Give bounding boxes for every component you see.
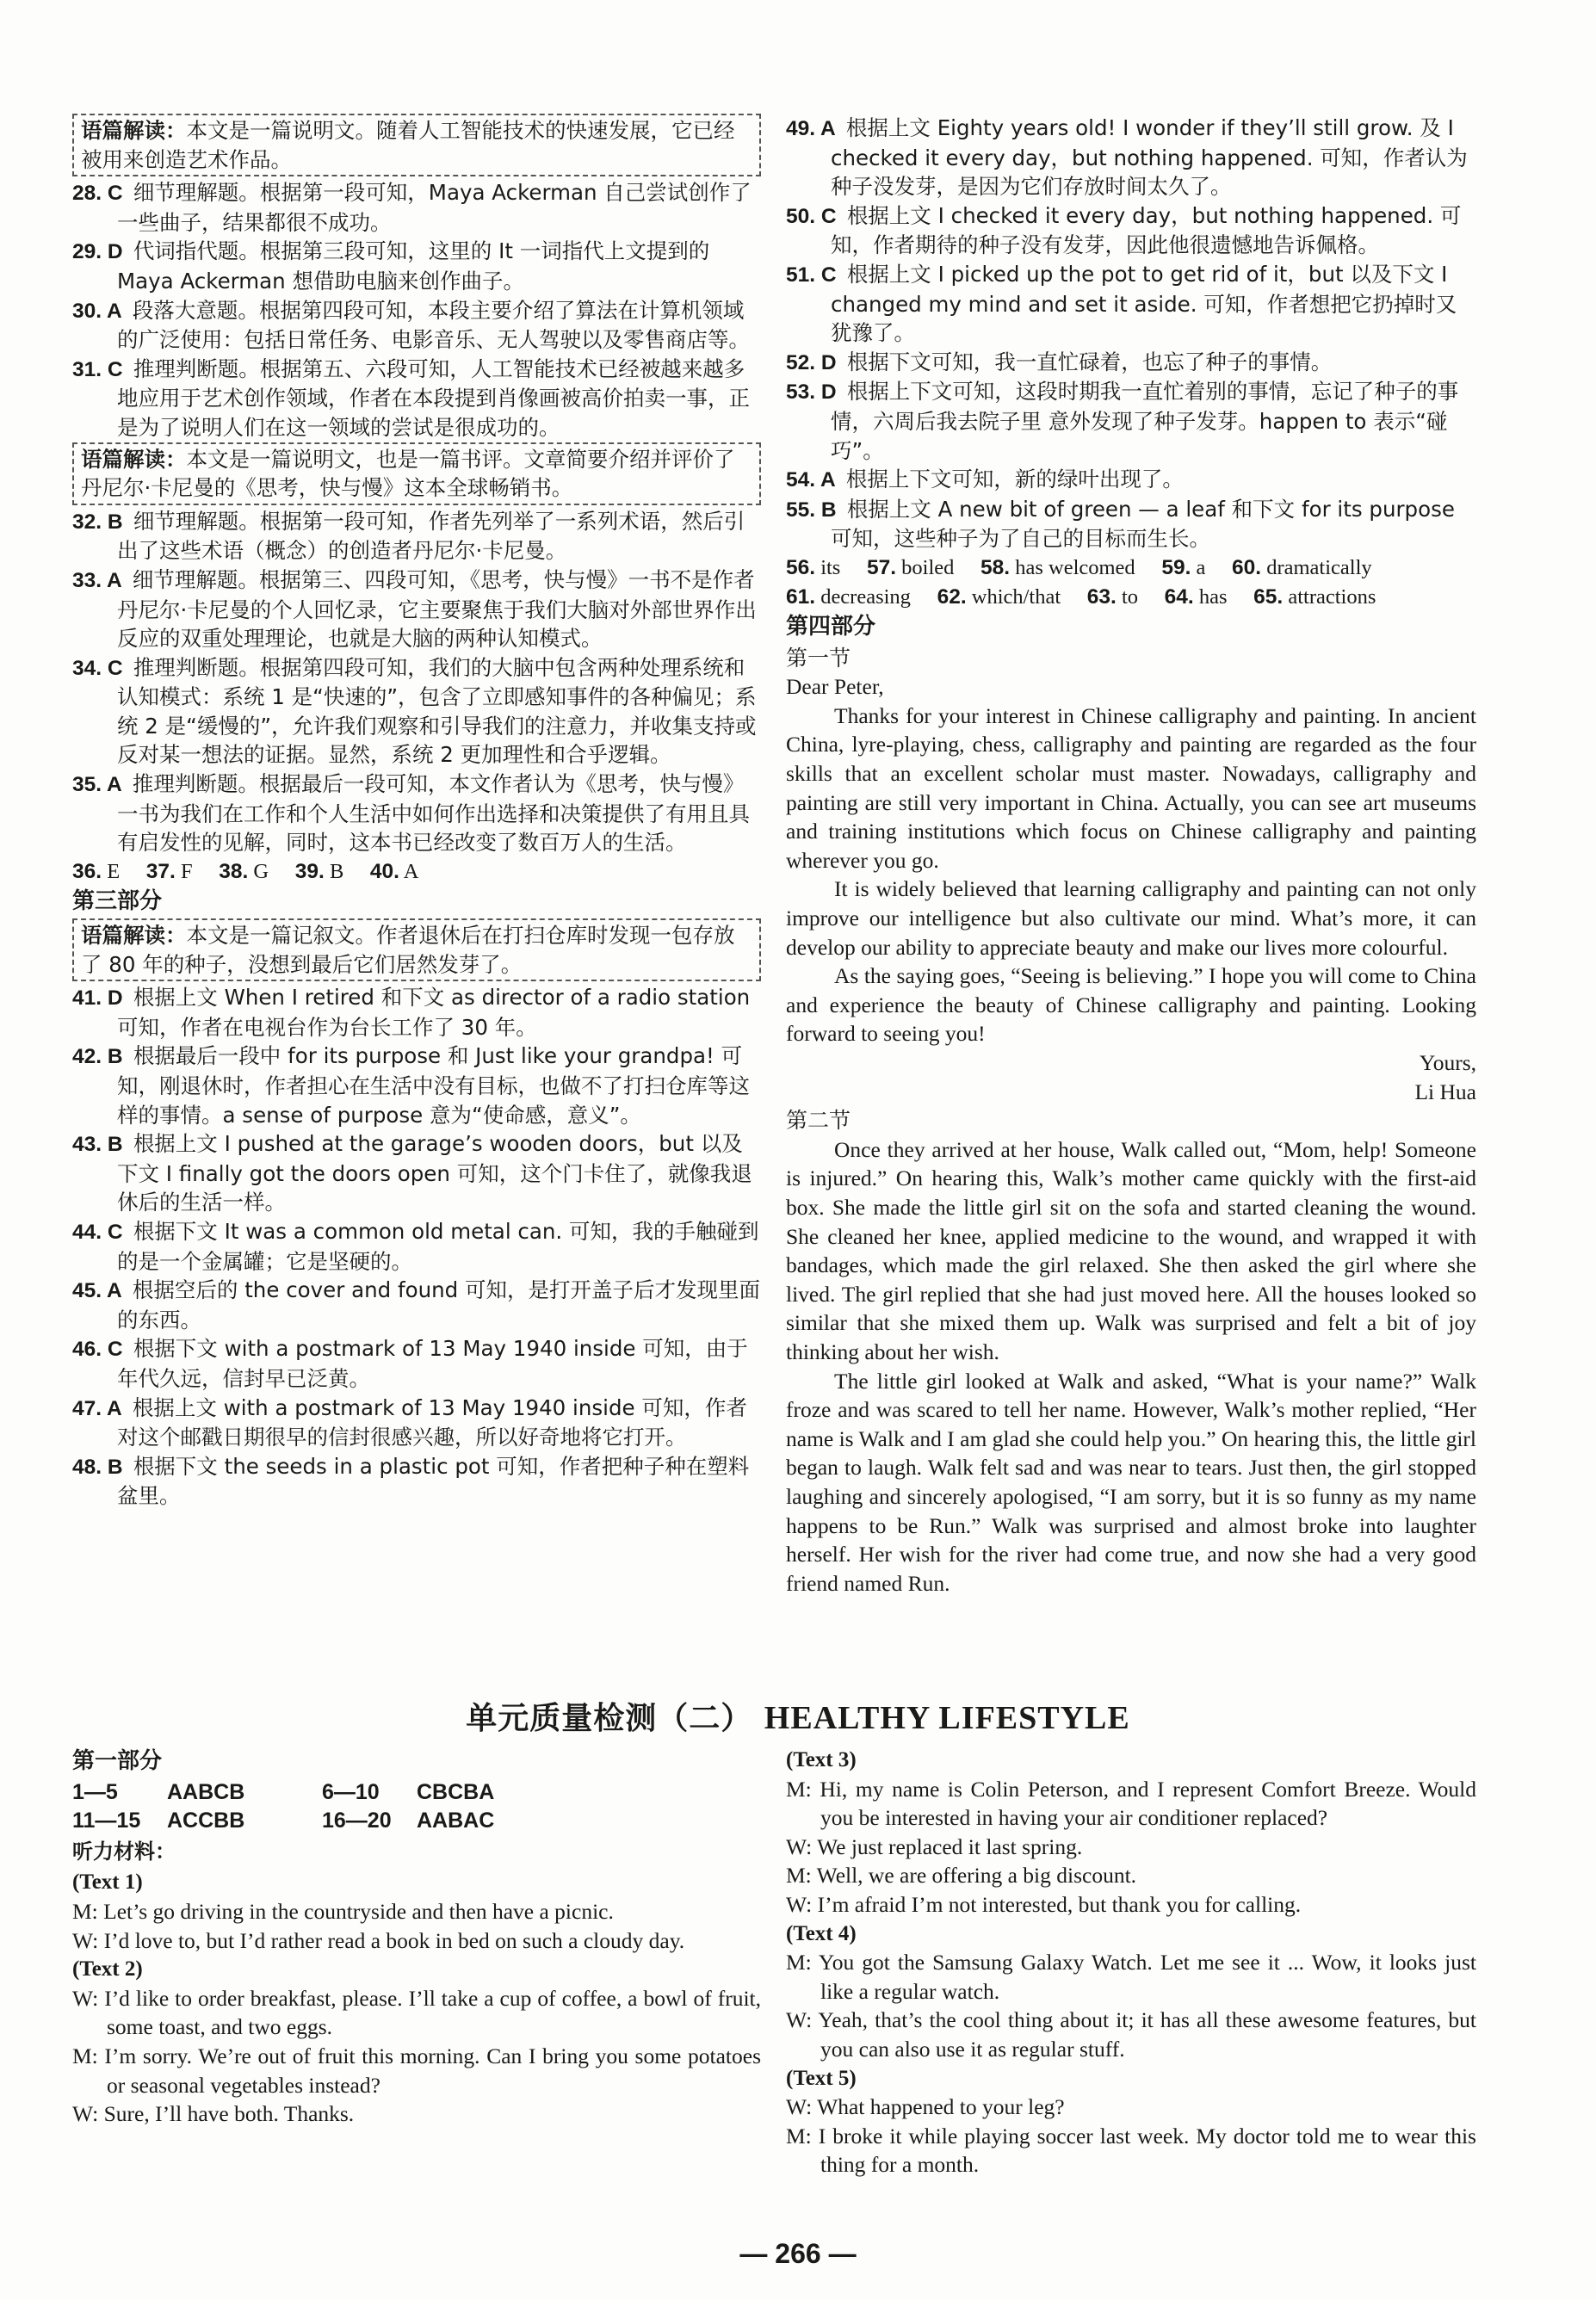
note-text: 本文是一篇记叙文。作者退休后在打扫仓库时发现一包存放了 80 年的种子，没想到最后它们居然发芽了。 bbox=[81, 923, 735, 977]
answer-number: 40. bbox=[369, 859, 399, 883]
answer-item bbox=[72, 566, 761, 653]
answer-value: its bbox=[820, 555, 841, 579]
answer-number: 46. C bbox=[72, 1338, 123, 1362]
note-tag: 语篇解读： bbox=[81, 446, 187, 472]
unit-title bbox=[0, 1694, 1596, 1738]
answer-item bbox=[72, 1334, 761, 1393]
answer-list bbox=[786, 114, 1476, 553]
answer-explanation: 段落大意题。根据第四段可知，本段主要介绍了算法在计算机领域的广泛使用：包括日常任务、电影音乐、无人驾驶以及零售商店等。 bbox=[117, 297, 750, 353]
answer-number: 53. D bbox=[786, 380, 837, 405]
answer-number: 58. bbox=[980, 555, 1011, 579]
passage-note-box bbox=[72, 918, 761, 981]
dialogue-line: W: I’d like to order breakfast, please. I’ll take a cup of coffee, a bowl of fruit, some toast, and two eggs. bbox=[72, 1985, 761, 2040]
answer-explanation: 根据上下文可知，新的绿叶出现了。 bbox=[845, 467, 1184, 492]
answer-explanation: 细节理解题。根据第一段可知，Maya Ackerman 自己尝试创作了一些曲子，结果都很不成功。 bbox=[117, 180, 752, 235]
answer-item bbox=[72, 770, 761, 857]
answer-row bbox=[786, 553, 1476, 583]
story-paragraph: Once they arrived at her house, Walk called out, “Mom, help! Someone is injured.” On hearing this, Walk’s mother came quickly with the first-aid box. She made the little girl sit on the sofa and started cleaning the wound. She cleaned her knee, applied medicine to the wound, and wrapped it with bandages, which made the girl relaxed. She then asked the girl where she lived. The girl replied that she had just moved here. All the houses looked so similar that she mixed them up. Walk was surprised and felt a bit of joy thinking about her wish. bbox=[786, 1136, 1476, 1364]
note-text: 本文是一篇说明文。随着人工智能技术的快速发展，它已经被用来创造艺术作品。 bbox=[81, 118, 735, 172]
answer-number: 28. C bbox=[72, 182, 123, 206]
story-paragraph: The little girl looked at Walk and asked, “What is your name?” Walk froze and was scared to tell her name. However, Walk’s mother replied, “Her name is Walk and I am glad she could help you.” On hearing this, the little girl began to laugh. Walk felt sad and was near to tears. Just then, the girl stopped laughing and sincerely apologised, “I am sorry, but it is so funny as my name happens to be Run.” Walk was surprised and almost broke into laughter herself. Her wish for the river had come true, and now she had a very good friend named Run. bbox=[786, 1368, 1476, 1596]
answer-number: 31. C bbox=[72, 357, 123, 381]
answer-number: 55. B bbox=[786, 498, 837, 522]
dialogue-line: M: I’m sorry. We’re out of fruit this morning. Can I bring you some potatoes or seasonal vegetables instead? bbox=[72, 2043, 761, 2098]
letter-greeting: Dear Peter, bbox=[786, 674, 884, 700]
answer-number: 36. bbox=[72, 859, 102, 883]
answer-item bbox=[786, 348, 1476, 378]
answer-item bbox=[72, 653, 761, 770]
text-label: (Text 3) bbox=[786, 1748, 857, 1771]
answer-number: 42. B bbox=[72, 1045, 123, 1069]
answer-number: 52. D bbox=[786, 350, 837, 374]
dialogue-line: W: I’m afraid I’m not interested, but thank you for calling. bbox=[786, 1891, 1302, 1917]
letter-signature: Li Hua bbox=[1414, 1079, 1476, 1104]
key-range: 1—5 bbox=[72, 1779, 118, 1804]
answer-number: 29. D bbox=[72, 240, 123, 264]
answer-explanation: 根据最后一段中 for its purpose 和 Just like your grandpa! 可知，刚退休时，作者担心在生活中没有目标，也做不了打扫仓库等这样的事情。a sense of purpose 意为“使命感，意义”。 bbox=[117, 1043, 750, 1128]
answer-list bbox=[72, 178, 761, 442]
answer-item bbox=[72, 355, 761, 442]
answer-key-row bbox=[72, 1778, 761, 1808]
answer-number: 44. C bbox=[72, 1220, 123, 1244]
answer-number: 43. B bbox=[72, 1133, 123, 1157]
passage-note-box bbox=[72, 114, 761, 176]
answer-number: 34. C bbox=[72, 656, 123, 680]
answer-value: has welcomed bbox=[1015, 555, 1135, 579]
text-label: (Text 2) bbox=[72, 1957, 143, 1982]
left-column bbox=[72, 114, 761, 1511]
answer-value: boiled bbox=[901, 555, 955, 579]
dialogue-line: M: Well, we are offering a big discount. bbox=[786, 1863, 1137, 1889]
subsection-heading: 第二节 bbox=[786, 1108, 851, 1134]
answer-value: to bbox=[1121, 584, 1139, 609]
answer-explanation: 根据上文 I picked up the pot to get rid of it，but 以及下文 I changed my mind and set it aside. 可知，作者想把它扔掉时又犹豫了。 bbox=[831, 261, 1457, 346]
answer-explanation: 细节理解题。根据第三、四段可知，《思考，快与慢》一书不是作者丹尼尔·卡尼曼的个人回忆录，它主要聚焦于我们大脑对外部世界作出反应的双重处理理论，也就是大脑的两种认知模式。 bbox=[117, 566, 757, 652]
answer-item bbox=[72, 1276, 761, 1334]
dialogue-line: W: I’d love to, but I’d rather read a book in bed on such a cloudy day. bbox=[72, 1927, 685, 1953]
answer-explanation: 根据上文 with a postmark of 13 May 1940 inside 可知，作者对这个邮戳日期很早的信封很感兴趣，所以好奇地将它打开。 bbox=[117, 1394, 747, 1450]
dialogue bbox=[786, 2093, 1476, 2179]
section-heading: 第三部分 bbox=[72, 888, 163, 915]
passage-note-box bbox=[72, 442, 761, 505]
key-range: 11—15 bbox=[72, 1808, 141, 1833]
answer-number: 38. bbox=[219, 859, 249, 883]
dialogue bbox=[786, 1948, 1476, 2063]
page-number: — 266 — bbox=[739, 2238, 857, 2269]
answer-number: 48. B bbox=[72, 1455, 123, 1479]
dialogue bbox=[786, 1775, 1476, 1920]
answer-number: 35. A bbox=[72, 773, 122, 797]
bottom-right-column bbox=[786, 1746, 1476, 2179]
text-label: (Text 4) bbox=[786, 1921, 857, 1945]
answer-value: a bbox=[1196, 555, 1206, 579]
answer-item bbox=[786, 114, 1476, 201]
dialogue-line: M: Hi, my name is Colin Peterson, and I represent Comfort Breeze. Would you be interested in having your air conditioner replaced? bbox=[786, 1776, 1476, 1831]
dialogue bbox=[72, 1897, 761, 1955]
answer-item bbox=[786, 201, 1476, 260]
text-label: (Text 5) bbox=[786, 2066, 857, 2090]
text-label: (Text 1) bbox=[72, 1870, 143, 1895]
answer-explanation: 根据上文 A new bit of green — a leaf 和下文 for its purpose 可知，这些种子为了自己的目标而生长。 bbox=[831, 496, 1455, 552]
answer-number: 56. bbox=[786, 555, 816, 579]
answer-explanation: 推理判断题。根据第五、六段可知，人工智能技术已经被越来越多地应用于艺术创作领域，作者在本段提到肖像画被高价拍卖一事，正是为了说明人们在这一领域的尝试是很成功的。 bbox=[117, 356, 750, 440]
answer-explanation: 细节理解题。根据第一段可知，作者先列举了一系列术语，然后引出了这些术语（概念）的创造者丹尼尔·卡尼曼。 bbox=[117, 508, 745, 564]
answer-value: which/that bbox=[971, 584, 1061, 609]
answer-item bbox=[72, 1217, 761, 1276]
answer-number: 50. C bbox=[786, 204, 837, 228]
answer-value: dramatically bbox=[1266, 555, 1372, 579]
answer-number: 54. A bbox=[786, 468, 836, 492]
note-text: 本文是一篇说明文，也是一篇书评。文章简要介绍并评价了丹尼尔·卡尼曼的《思考，快与慢》这本全球畅销书。 bbox=[81, 446, 735, 501]
answer-explanation: 代词指代题。根据第三段可知，这里的 It 一词指代上文提到的 Maya Ackerman 想借助电脑来创作曲子。 bbox=[117, 238, 710, 294]
answer-explanation: 根据上文 When I retired 和下文 as director of a radio station 可知，作者在电视台作为台长工作了 30 年。 bbox=[117, 985, 751, 1040]
answer-value: has bbox=[1198, 584, 1228, 609]
section-heading: 第一部分 bbox=[72, 1748, 163, 1774]
answer-number: 60. bbox=[1232, 555, 1262, 579]
key-range: 16—20 bbox=[322, 1808, 392, 1833]
key-answers: ACCBB bbox=[167, 1808, 245, 1833]
dialogue-line: M: Let’s go driving in the countryside and then have a picnic. bbox=[72, 1898, 614, 1924]
answer-number: 57. bbox=[866, 555, 897, 579]
answer-item bbox=[72, 1394, 761, 1452]
answer-number: 33. A bbox=[72, 568, 122, 592]
answer-number: 65. bbox=[1253, 584, 1284, 609]
answer-number: 59. bbox=[1161, 555, 1191, 579]
subsection-heading: 第一节 bbox=[786, 645, 851, 671]
answer-number: 37. bbox=[145, 859, 176, 883]
dialogue bbox=[72, 1984, 761, 2129]
section-heading: 第四部分 bbox=[786, 614, 876, 640]
dialogue-line: M: I broke it while playing soccer last week. My doctor told me to wear this thing for a month. bbox=[786, 2123, 1476, 2178]
answer-number: 63. bbox=[1086, 584, 1117, 609]
dialogue-line: M: You got the Samsung Galaxy Watch. Let me see it ... Wow, it looks just like a regular watch. bbox=[786, 1950, 1476, 2004]
answer-explanation: 根据下文 the seeds in a plastic pot 可知，作者把种子种在塑料盆里。 bbox=[117, 1453, 750, 1509]
answer-number: 39. bbox=[294, 859, 325, 883]
key-answers: AABCB bbox=[167, 1779, 245, 1804]
answer-value: G bbox=[253, 859, 269, 883]
answer-item bbox=[786, 465, 1476, 495]
answer-number: 30. A bbox=[72, 299, 122, 323]
letter-paragraph: It is widely believed that learning calligraphy and painting can not only improve our intelligence but also cultivate our mind. What’s more, it can develop our ability to appreciate beauty and make our lives more colourful. bbox=[786, 876, 1476, 960]
key-answers: CBCBA bbox=[417, 1779, 495, 1804]
answer-number: 51. C bbox=[786, 263, 837, 287]
letter-paragraph: As the saying goes, “Seeing is believing.” I hope you will come to China and experience the beauty of Chinese calligraphy and painting. Looking forward to seeing you! bbox=[786, 963, 1476, 1047]
answer-number: 45. A bbox=[72, 1279, 122, 1303]
right-column bbox=[786, 114, 1476, 1598]
answer-item bbox=[72, 507, 761, 566]
answer-number: 61. bbox=[786, 584, 816, 609]
answer-value: E bbox=[107, 859, 121, 883]
answer-item bbox=[786, 377, 1476, 465]
answer-item bbox=[72, 1452, 761, 1511]
note-tag: 语篇解读： bbox=[81, 923, 187, 949]
dialogue-line: W: What happened to your leg? bbox=[786, 2094, 1065, 2120]
listening-heading: 听力材料： bbox=[72, 1839, 176, 1864]
answer-number: 49. A bbox=[786, 117, 836, 140]
answer-value: F bbox=[180, 859, 193, 883]
unit-title-en: HEALTHY LIFESTYLE bbox=[764, 1700, 1130, 1736]
answer-explanation: 推理判断题。根据最后一段可知，本文作者认为《思考，快与慢》一书为我们在工作和个人生活中如何作出选择和决策提供了有用且具有启发性的见解，同时，这本书已经改变了数百万人的生活。 bbox=[117, 771, 750, 856]
model-story bbox=[786, 1135, 1476, 1598]
answer-item bbox=[72, 237, 761, 295]
answer-explanation: 根据下文 It was a common old metal can. 可知，我的手触碰到的是一个金属罐；它是坚硬的。 bbox=[117, 1218, 759, 1274]
answer-item bbox=[786, 495, 1476, 553]
answer-value: decreasing bbox=[820, 584, 911, 609]
answer-item bbox=[72, 178, 761, 237]
letter-paragraph: Thanks for your interest in Chinese calligraphy and painting. In ancient China, lyre-playing, chess, calligraphy and painting are regarded as the four skills that an excellent scholar must master. Nowadays, calligraphy and painting are still very important in China. Actually, you can see art museums and training institutions which focus on Chinese calligraphy and painting wherever you go. bbox=[786, 702, 1476, 873]
answer-number: 47. A bbox=[72, 1396, 122, 1420]
answer-number: 41. D bbox=[72, 986, 123, 1011]
answer-explanation: 根据上文 Eighty years old! I wonder if they’ll still grow. 及 I checked it every day，but nothing happened. 可知，作者认为种子没发芽，是因为它们存放时间太久了。 bbox=[831, 115, 1468, 200]
model-letter bbox=[786, 672, 1476, 1106]
answer-row bbox=[72, 857, 761, 887]
answer-value: A bbox=[403, 859, 419, 883]
answer-explanation: 根据上文 I pushed at the garage’s wooden doors，but 以及下文 I finally got the doors open 可知，这个门卡住了，就像我退休后的生活一样。 bbox=[117, 1131, 752, 1215]
answer-explanation: 根据上下文可知，这段时期我一直忙着别的事情，忘记了种子的事情，六周后我去院子里 意外发现了种子发芽。happen to 表示“碰巧”。 bbox=[831, 379, 1459, 463]
key-range: 6—10 bbox=[322, 1779, 380, 1804]
note-tag: 语篇解读： bbox=[81, 118, 187, 143]
answer-explanation: 根据空后的 the cover and found 可知，是打开盖子后才发现里面的东西。 bbox=[117, 1277, 760, 1332]
answer-item bbox=[72, 983, 761, 1042]
answer-list bbox=[72, 507, 761, 857]
answer-key-row bbox=[72, 1807, 761, 1836]
dialogue-line: W: We just replaced it last spring. bbox=[786, 1833, 1083, 1859]
answer-explanation: 根据下文 with a postmark of 13 May 1940 inside 可知，由于年代久远，信封早已泛黄。 bbox=[117, 1336, 748, 1391]
answer-explanation: 推理判断题。根据第四段可知，我们的大脑中包含两种处理系统和认知模式：系统 1 是“快速的”，包含了立即感知事件的各种偏见；系统 2 是“缓慢的”，允许我们观察和引导我们的注意力，并收集支持或反对某一想法的证据。显然，系统 2 更加理性和合乎逻辑。 bbox=[117, 654, 757, 768]
unit-title-zh: 单元质量检测（二） bbox=[466, 1701, 753, 1736]
answer-item bbox=[72, 1042, 761, 1129]
answer-number: 64. bbox=[1164, 584, 1194, 609]
answer-row bbox=[786, 583, 1476, 612]
answer-item bbox=[72, 296, 761, 355]
answer-item bbox=[786, 260, 1476, 348]
bottom-left-column bbox=[72, 1746, 761, 2129]
answer-item bbox=[72, 1129, 761, 1217]
dialogue-line: W: Sure, I’ll have both. Thanks. bbox=[72, 2101, 355, 2127]
answer-explanation: 根据上文 I checked it every day，but nothing happened. 可知，作者期待的种子没有发芽，因此他很遗憾地告诉佩格。 bbox=[831, 202, 1462, 258]
letter-closing: Yours, bbox=[1419, 1050, 1476, 1075]
answer-value: attractions bbox=[1288, 584, 1376, 609]
answer-explanation: 根据下文可知，我一直忙碌着，也忘了种子的事情。 bbox=[846, 349, 1333, 374]
dialogue-line: W: Yeah, that’s the cool thing about it; it has all these awesome features, but you can also use it as regular stuff. bbox=[786, 2007, 1476, 2062]
answer-number: 62. bbox=[937, 584, 967, 609]
answer-number: 32. B bbox=[72, 510, 123, 534]
answer-value: B bbox=[329, 859, 344, 883]
key-answers: AABAC bbox=[417, 1808, 495, 1833]
answer-list bbox=[72, 983, 761, 1511]
